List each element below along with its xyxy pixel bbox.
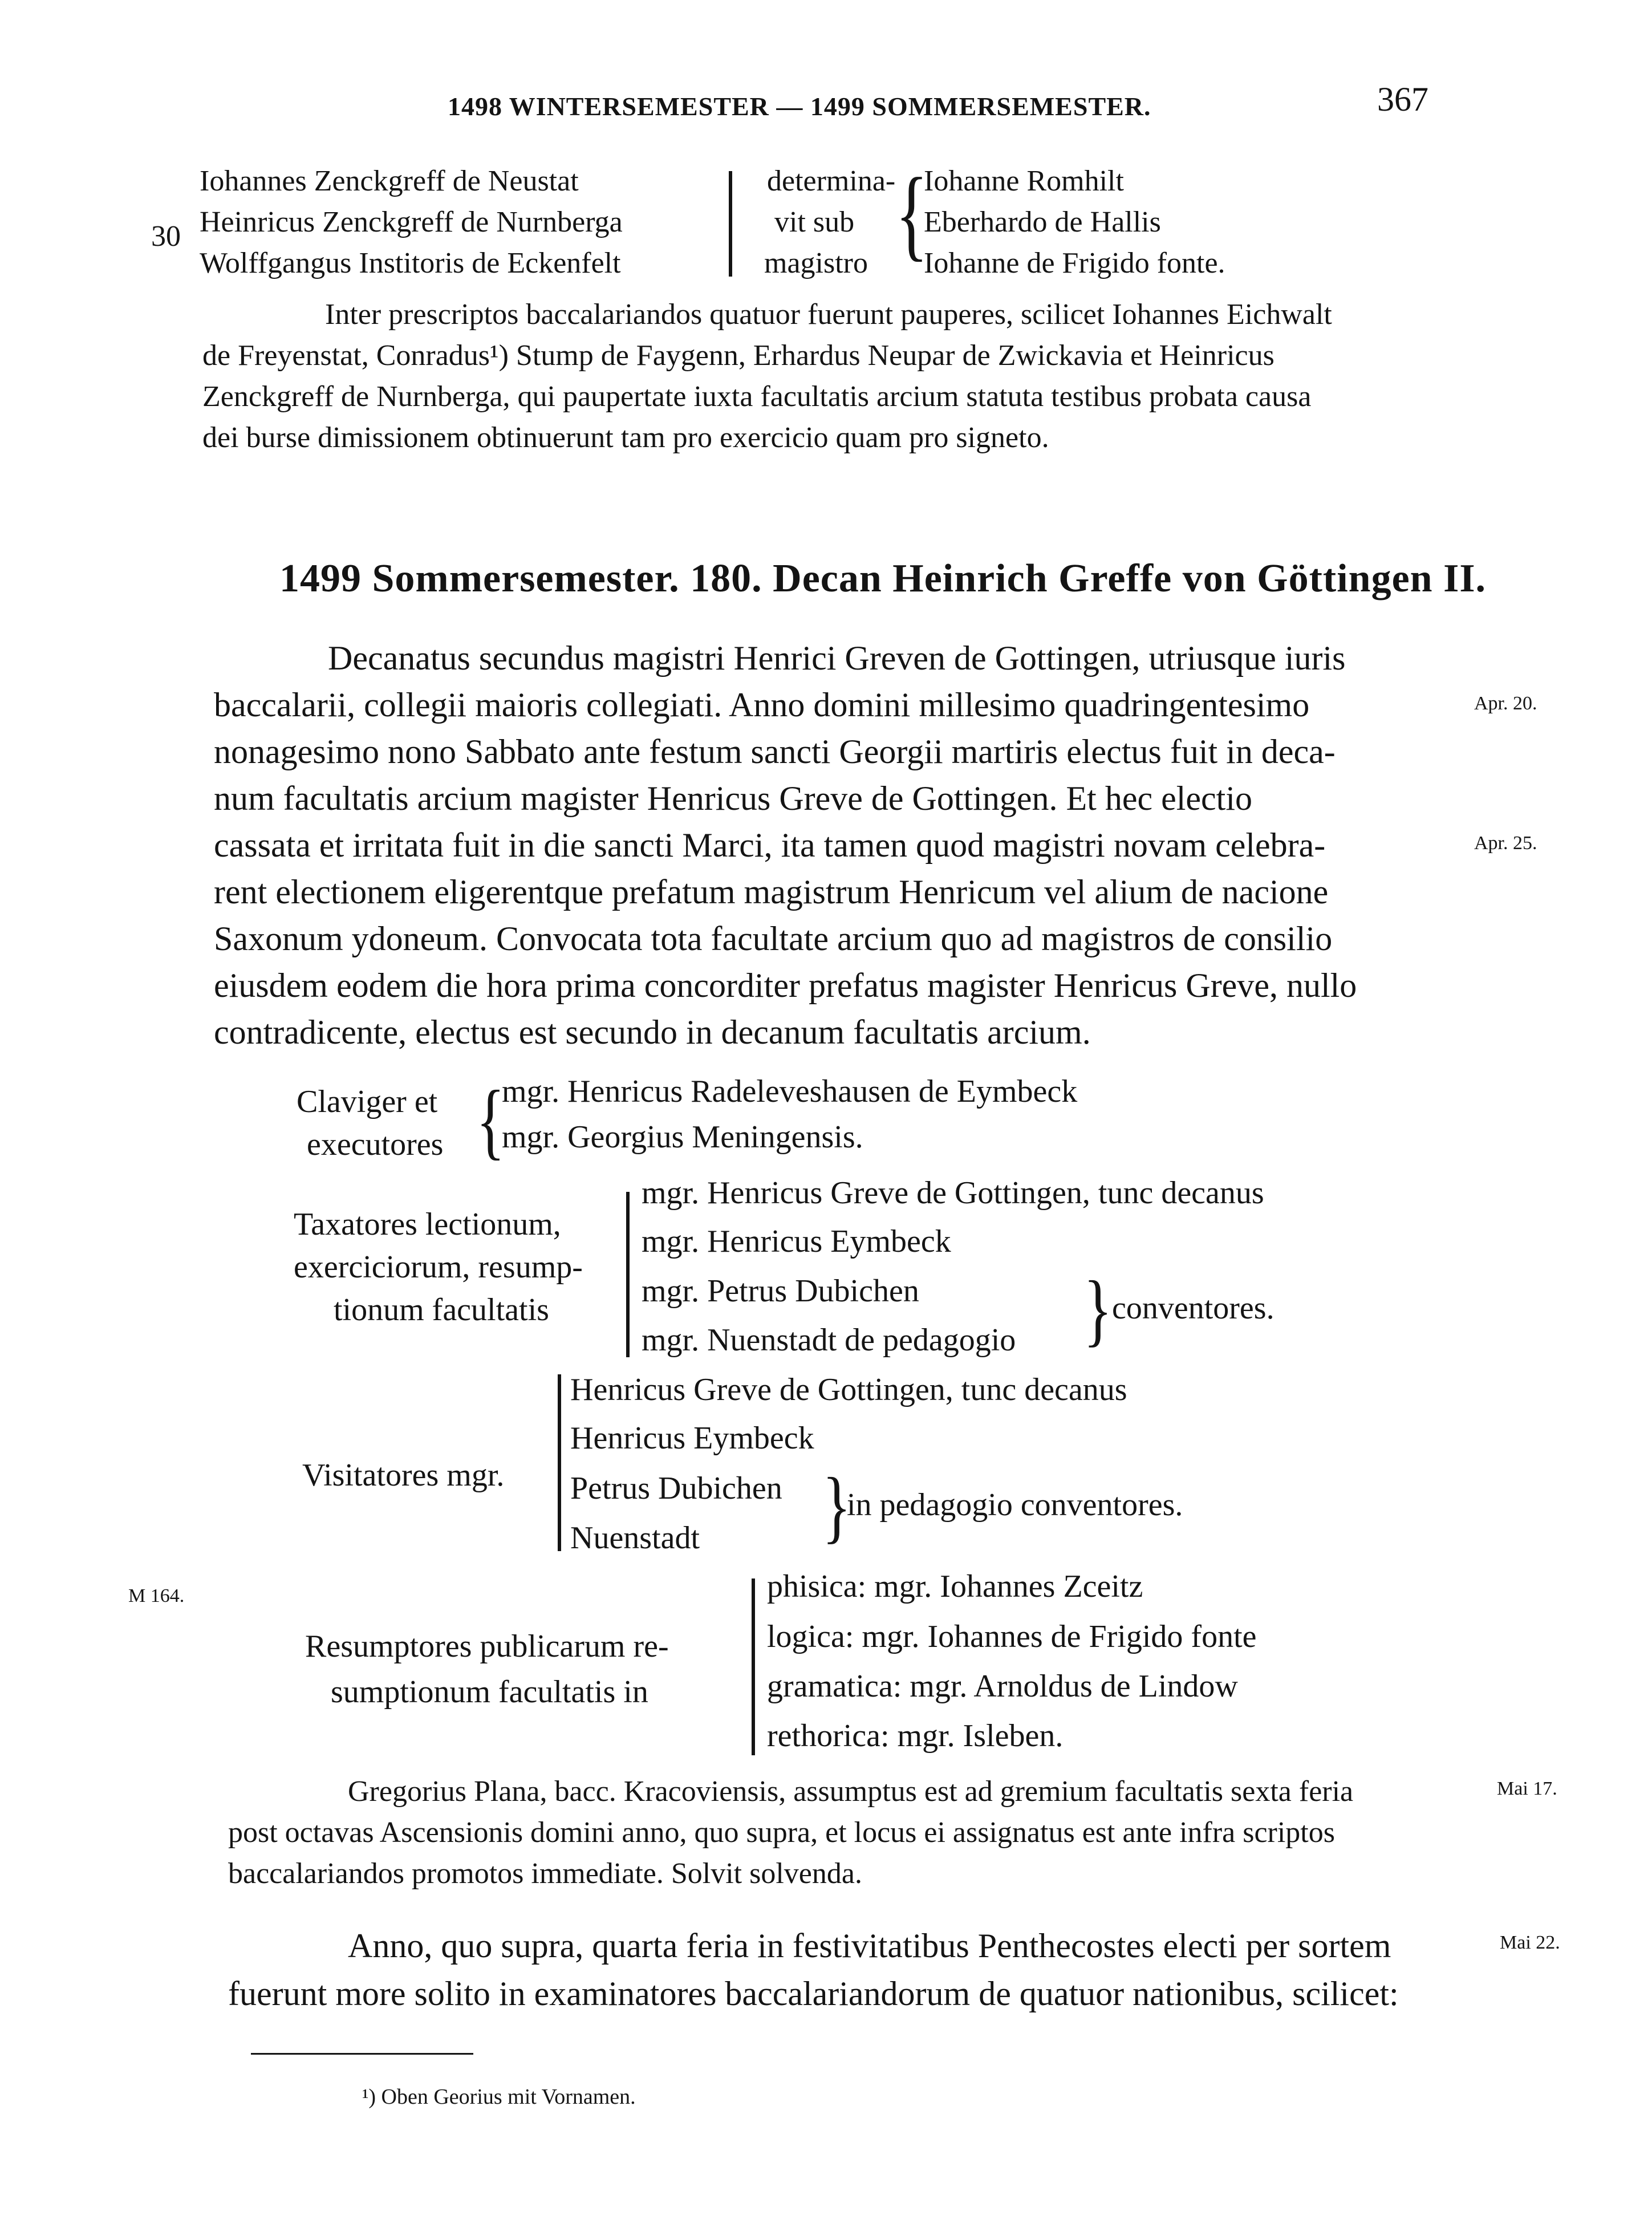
resumptores-item: rethorica: mgr. Isleben.	[767, 1718, 1064, 1754]
margin-date: Apr. 25.	[1474, 833, 1537, 854]
resumptores-label: sumptionum facultatis in	[331, 1674, 648, 1710]
paragraph-line: Gregorius Plana, bacc. Kracoviensis, assumptus est ad gremium facultatis sexta feria	[348, 1775, 1354, 1808]
taxatores-label: exerciciorum, resump-	[294, 1249, 583, 1285]
group-note: conventores.	[1112, 1291, 1274, 1326]
bracket-line	[729, 171, 732, 277]
group-note: in pedagogio conventores.	[847, 1487, 1183, 1523]
margin-date: Apr. 20.	[1474, 693, 1537, 714]
taxatores-label: tionum facultatis	[334, 1292, 549, 1328]
bracket-line	[752, 1578, 755, 1755]
resumptores-item: logica: mgr. Iohannes de Frigido fonte	[767, 1619, 1257, 1654]
margin-date: Mai 17.	[1497, 1778, 1557, 1799]
left-brace: {	[895, 157, 928, 271]
determinavit-text: vit sub	[774, 206, 855, 238]
claviger-label: executores	[307, 1127, 444, 1162]
footnote-rule	[251, 2053, 473, 2055]
right-brace: }	[822, 1461, 851, 1552]
left-brace: {	[476, 1073, 505, 1168]
paragraph-line: Zenckgreff de Nurnberga, qui paupertate iuxta facultatis arcium statuta testibus probata causa	[202, 380, 1312, 413]
determinavit-text: magistro	[764, 247, 868, 279]
taxatores-label: Taxatores lectionum,	[294, 1207, 561, 1242]
paragraph-line: baccalarii, collegii maioris collegiati. Anno domini millesimo quadringentesimo	[214, 686, 1310, 724]
claviger-label: Claviger et	[297, 1084, 438, 1119]
master-name: Iohanne de Frigido fonte.	[924, 247, 1225, 279]
master-name: Iohanne Romhilt	[924, 165, 1124, 197]
visitatores-item: Nuenstadt	[570, 1520, 700, 1556]
visitatores-label: Visitatores mgr.	[302, 1458, 505, 1493]
top-name: Wolffgangus Institoris de Eckenfelt	[200, 247, 621, 279]
visitatores-item: Petrus Dubichen	[570, 1471, 782, 1506]
resumptores-item: phisica: mgr. Iohannes Zceitz	[767, 1569, 1143, 1604]
master-name: Eberhardo de Hallis	[924, 206, 1161, 238]
paragraph-line: Decanatus secundus magistri Henrici Greven de Gottingen, utriusque iuris	[328, 639, 1346, 677]
paragraph-line: num facultatis arcium magister Henricus Greve de Gottingen. Et hec electio	[214, 780, 1253, 817]
page-number: 367	[1377, 80, 1428, 118]
bracket-line	[626, 1192, 630, 1357]
paragraph-line: rent electionem eligerentque prefatum magistrum Henricum vel alium de nacione	[214, 873, 1329, 911]
running-header: 1498 WINTERSEMESTER — 1499 SOMMERSEMESTER.	[448, 92, 1151, 121]
resumptores-label: Resumptores publicarum re-	[305, 1629, 669, 1664]
paragraph-line: Saxonum ydoneum. Convocata tota facultate arcium quo ad magistros de consilio	[214, 920, 1333, 957]
paragraph-line: contradicente, electus est secundo in decanum facultatis arcium.	[214, 1013, 1091, 1051]
paragraph-line: baccalariandos promotos immediate. Solvit solvenda.	[228, 1857, 862, 1890]
paragraph-line: nonagesimo nono Sabbato ante festum sancti Georgii martiris electus fuit in deca-	[214, 733, 1336, 770]
top-name: Heinricus Zenckgreff de Nurnberga	[200, 206, 623, 238]
section-heading: 1499 Sommersemester. 180. Decan Heinrich Greffe von Göttingen II.	[279, 557, 1487, 600]
right-brace: }	[1083, 1264, 1113, 1355]
margin-date: Mai 22.	[1500, 1932, 1560, 1953]
paragraph-line: Anno, quo supra, quarta feria in festivitatibus Penthecostes electi per sortem	[348, 1927, 1391, 1965]
paragraph-line: Inter prescriptos baccalariandos quatuor fuerunt pauperes, scilicet Iohannes Eichwalt	[325, 298, 1332, 331]
paragraph-line: de Freyenstat, Conradus¹) Stump de Faygenn, Erhardus Neupar de Zwickavia et Heinricus	[202, 339, 1274, 372]
visitatores-item: Henricus Eymbeck	[570, 1421, 814, 1456]
line-number: 30	[151, 220, 181, 253]
paragraph-line: cassata et irritata fuit in die sancti Marci, ita tamen quod magistri novam celebra-	[214, 826, 1326, 864]
paragraph-line: fuerunt more solito in examinatores baccalariandorum de quatuor nationibus, scilicet:	[228, 1975, 1399, 2012]
paragraph-line: dei burse dimissionem obtinuerunt tam pro exercicio quam pro signeto.	[202, 421, 1049, 454]
paragraph-line: post octavas Ascensionis domini anno, quo supra, et locus ei assignatus est ante infra scriptos	[228, 1816, 1335, 1849]
paragraph-line: eiusdem eodem die hora prima concorditer prefatus magister Henricus Greve, nullo	[214, 967, 1357, 1004]
taxatores-item: mgr. Petrus Dubichen	[642, 1273, 919, 1309]
taxatores-item: mgr. Nuenstadt de pedagogio	[642, 1322, 1016, 1358]
claviger-item: mgr. Henricus Radeleveshausen de Eymbeck	[502, 1074, 1078, 1109]
taxatores-item: mgr. Henricus Greve de Gottingen, tunc decanus	[642, 1175, 1264, 1211]
bracket-line	[558, 1374, 561, 1551]
top-name: Iohannes Zenckgreff de Neustat	[200, 165, 579, 197]
footnote: ¹) Oben Georius mit Vornamen.	[362, 2085, 636, 2109]
taxatores-item: mgr. Henricus Eymbeck	[642, 1224, 951, 1259]
margin-date: M 164.	[128, 1585, 185, 1606]
claviger-item: mgr. Georgius Meningensis.	[502, 1119, 863, 1155]
visitatores-item: Henricus Greve de Gottingen, tunc decanus	[570, 1372, 1127, 1407]
determinavit-text: determina-	[767, 165, 896, 197]
resumptores-item: gramatica: mgr. Arnoldus de Lindow	[767, 1669, 1238, 1704]
